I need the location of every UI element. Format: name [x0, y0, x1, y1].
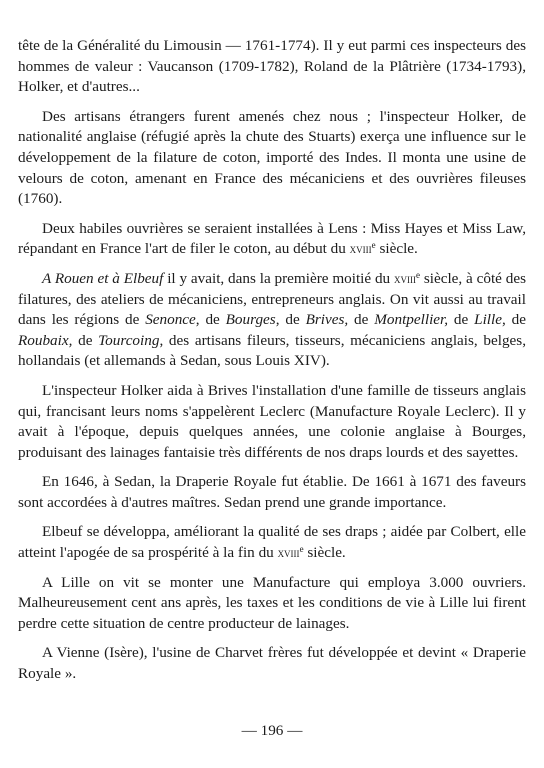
superscript: e [299, 544, 304, 555]
text-run: L'inspecteur Holker aida à Brives l'installation d'une famille de tisseurs anglais qui, francisant leurs noms s'appelèrent Leclerc (Manufacture Royale Leclerc). Il y avait à l'époque, depuis quelques années, une colonie anglaise à Bourges, produisant des lainages fantaisie très différents de nos draps lourds et des sayettes. [18, 381, 526, 461]
italic-text: Lille [474, 311, 502, 329]
text-run: de [348, 311, 375, 329]
text-run: il y avait, dans la première moitié du [163, 269, 394, 287]
italic-text: A Rouen et à Elbeuf [42, 269, 164, 287]
page-body [18, 36, 526, 694]
paragraph [18, 107, 526, 210]
page-number: — 196 — [241, 722, 303, 739]
text-run: , de [195, 311, 226, 329]
paragraph [18, 269, 526, 372]
century-numeral: xviii [277, 545, 300, 561]
italic-text: Bourges [225, 311, 276, 329]
paragraph [18, 381, 526, 463]
century-numeral: xviii [349, 241, 372, 257]
italic-text: Tourcoing [98, 331, 160, 349]
paragraph [18, 573, 526, 635]
italic-text: Brives, [305, 311, 349, 329]
text-run: A Vienne (Isère), l'usine de Charvet frères fut développée et devint « Draperie Royale ». [18, 644, 526, 683]
superscript: e [371, 240, 376, 251]
paragraph [18, 219, 526, 260]
text-run: siècle. [303, 544, 346, 562]
text-run: Des artisans étrangers furent amenés chez nous ; l'inspecteur Holker, de nationalité anglaise (réfugié après la chute des Stuarts) exerça une influence sur le développement de la filature de coton, importé des Indes. Il monta une usine de velours de coton, amenant en France des mécaniciens et des ouvrières fileuses (1760). [18, 107, 526, 208]
paragraph [18, 472, 526, 513]
text-run: de [448, 311, 475, 329]
paragraph [18, 36, 526, 98]
text-run: siècle. [375, 240, 418, 258]
italic-text: Senonce [145, 311, 196, 329]
text-run: Elbeuf se développa, améliorant la qualité de ses draps ; aidée par Colbert, elle atteint l'apogée de sa prospérité à la fin du [18, 523, 526, 562]
text-run: siècle, à côté des filatures, des ateliers de mécaniciens, entrepreneurs anglais. On vit aussi au travail dans les régions de [18, 269, 526, 329]
text-run: tête de la Généralité du Limousin — 1761-1774). Il y eut parmi ces inspecteurs des hommes de valeur : Vaucanson (1709-1782), Roland de la Plâtrière (1734-1793), Holker, et d'autres... [18, 37, 526, 96]
paragraph [18, 643, 526, 684]
century-numeral: xviii [394, 270, 416, 286]
text-run: , des artisans fileurs, tisseurs, mécaniciens anglais, belges, hollandais (et allemands à Sedan, sous Louis XIV). [18, 331, 526, 370]
text-run: de [72, 331, 99, 349]
paragraph [18, 522, 526, 563]
superscript: e [416, 269, 420, 280]
text-run: , de [275, 311, 306, 329]
text-run: , de [502, 311, 526, 329]
text-run: A Lille on vit se monter une Manufacture qui employa 3.000 ouvriers. Malheureusement cent ans après, les taxes et les conditions de vie à Lille lui firent perdre cette situation de centre producteur de lainages. [18, 573, 526, 632]
italic-text: Roubaix, [18, 331, 73, 349]
text-run: Deux habiles ouvrières se seraient installées à Lens : Miss Hayes et Miss Law, répandant en France l'art de filer le coton, au début du [18, 219, 526, 258]
text-run: En 1646, à Sedan, la Draperie Royale fut établie. De 1661 à 1671 des faveurs sont accordées à d'autres maîtres. Sedan prend une grande importance. [18, 473, 526, 511]
italic-text: Montpellier, [374, 311, 449, 329]
